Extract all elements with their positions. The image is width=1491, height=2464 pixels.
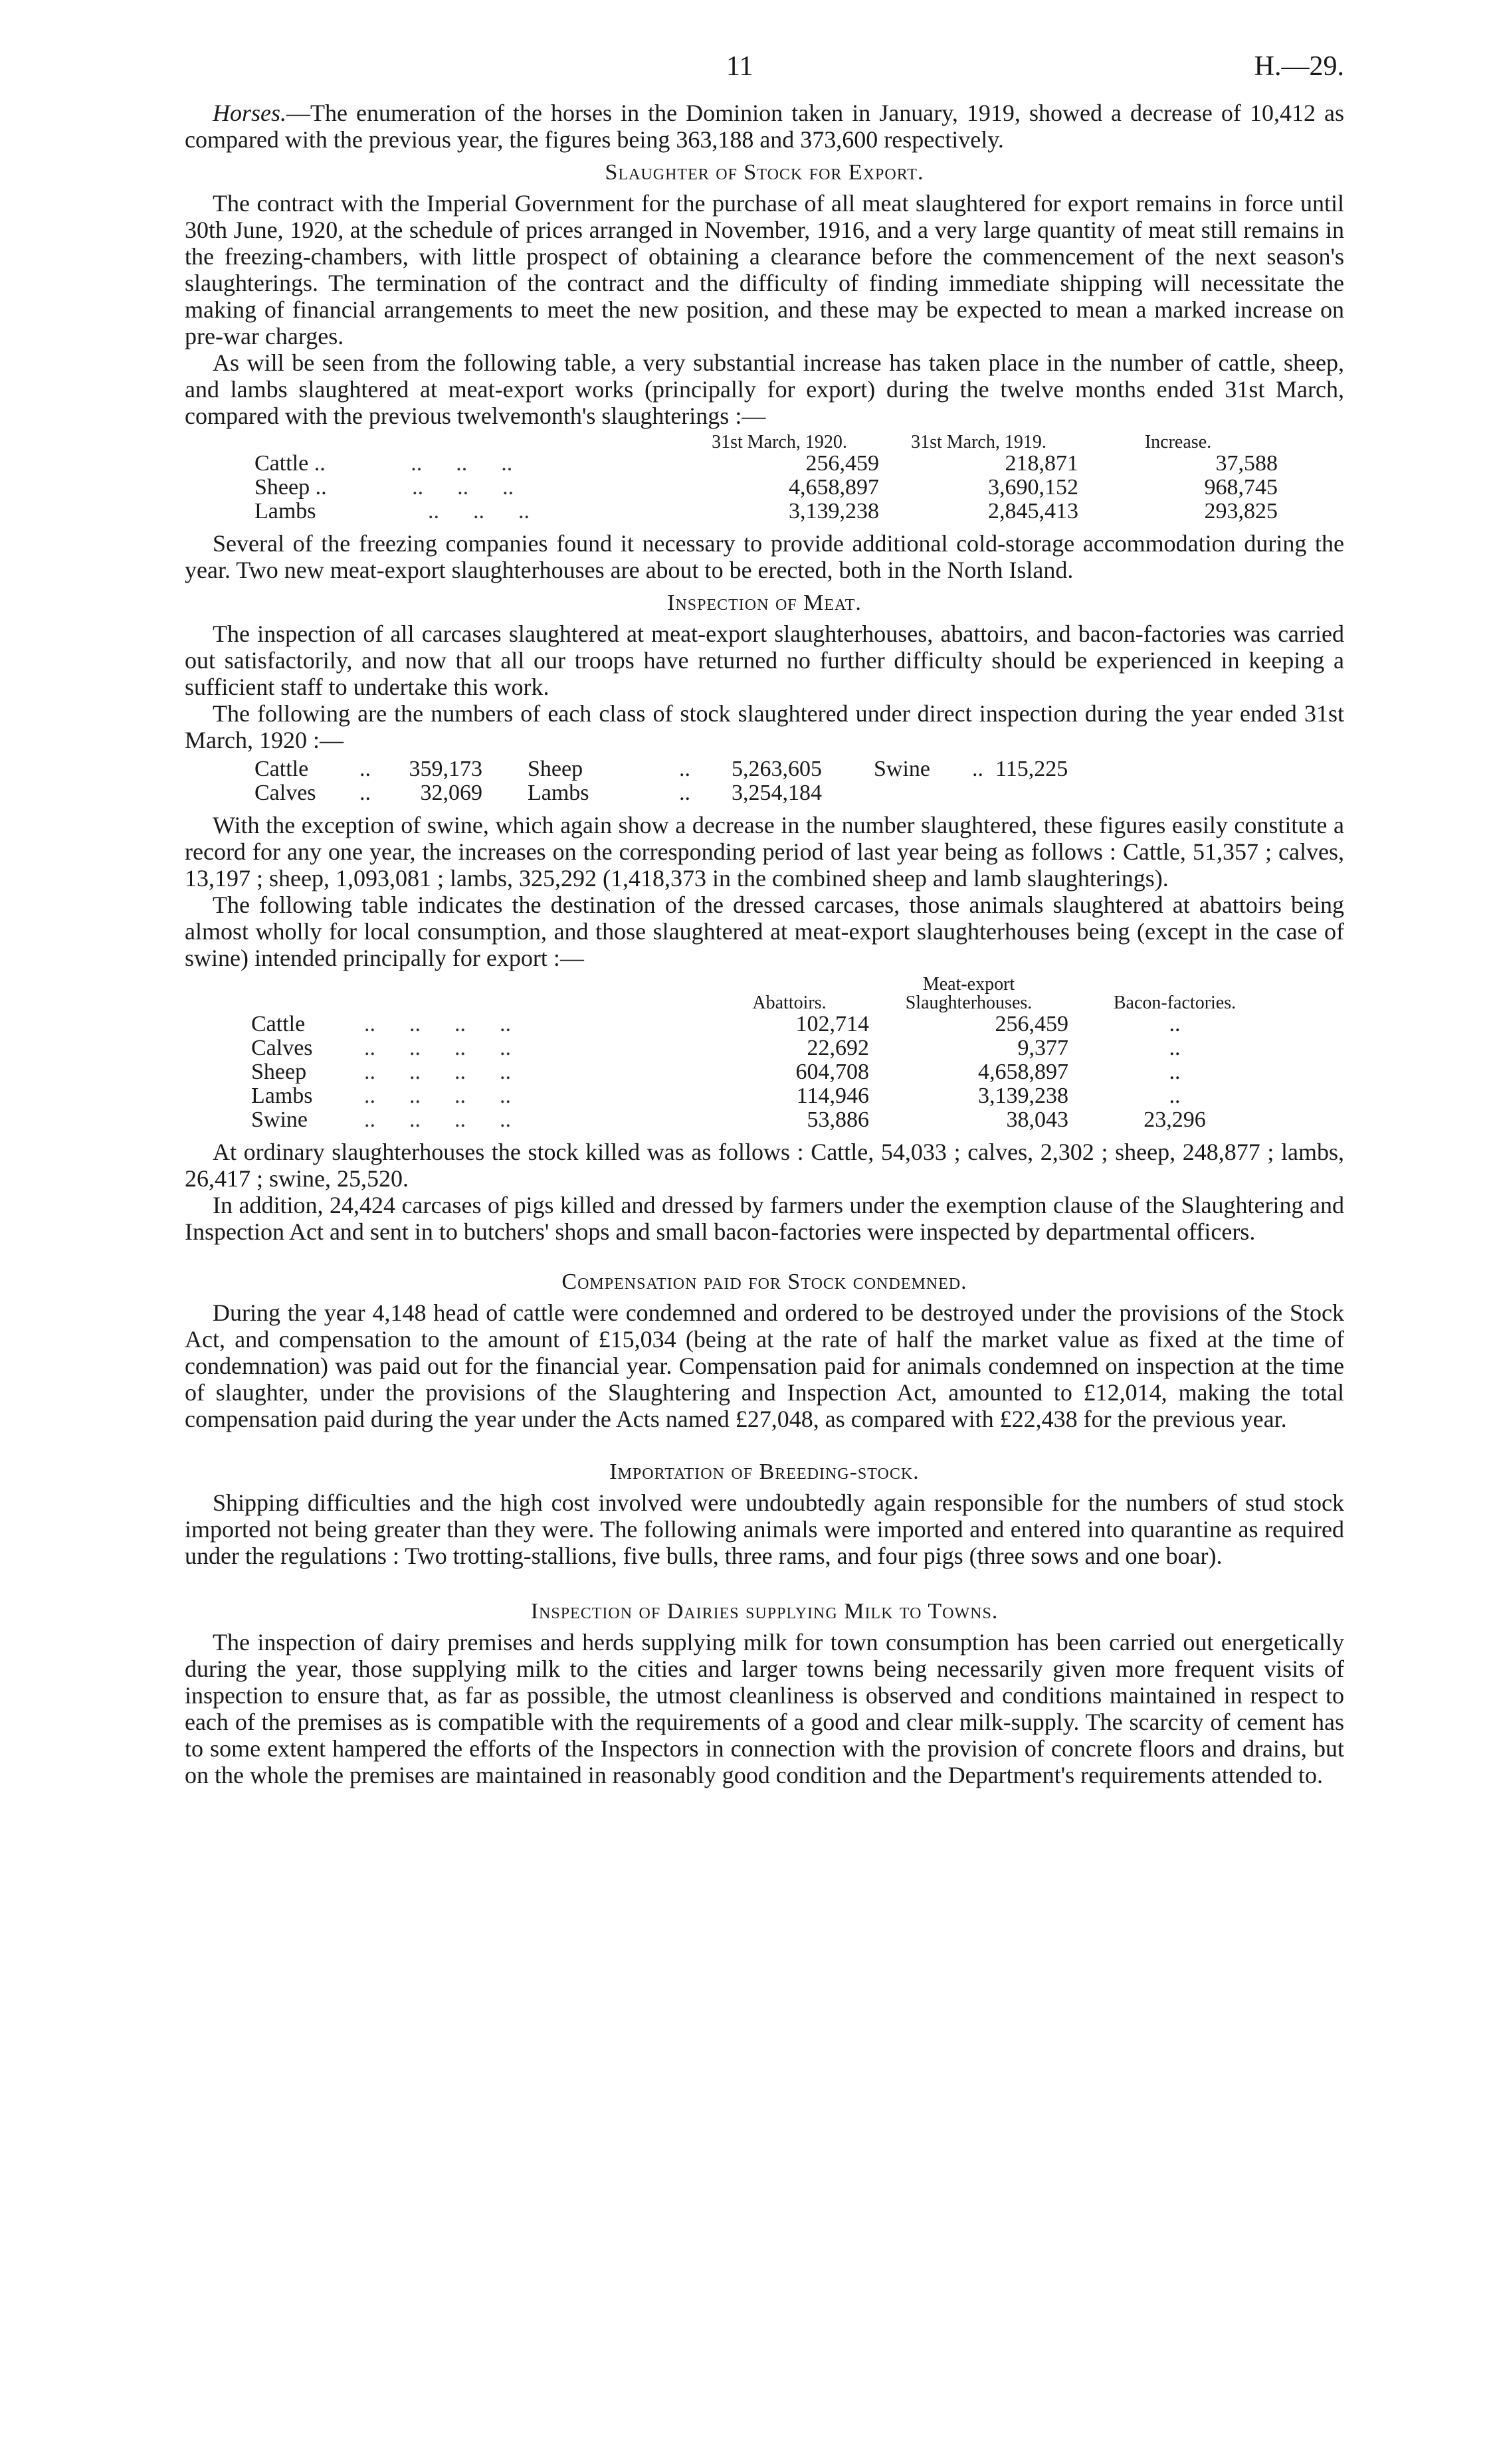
cell: .. xyxy=(1169,1012,1181,1036)
horses-lead: Horses. xyxy=(213,100,287,126)
cell: 53,886 xyxy=(807,1107,869,1132)
table-row xyxy=(251,1084,1281,1108)
table-row xyxy=(251,1012,1281,1036)
leader-dots: .. xyxy=(972,757,983,781)
row-label: Cattle xyxy=(251,1012,306,1036)
leader-dots: .. .. .. xyxy=(412,475,514,500)
table-row xyxy=(254,781,1080,805)
cell: 38,043 xyxy=(1006,1107,1068,1132)
dairies-p1: The inspection of dairy premises and herds supplying milk for town consumption has been carried out energetically during the year, those supplying milk to the cities and larger towns being necessarily given more frequent visits of inspection to ensure that, as far as possible, the utmost cleanliness is observed and conditions maintained in respect to each of the premises as is compatible with the requirements of a good and clear milk-supply. The scarcity of cement has to some extent hampered the efforts of the Inspectors in connection with the provision of concrete floors and drains, but on the whole the premises are maintained in reasonably good condition and the Department's requirements attended to. xyxy=(185,1629,1344,1788)
heading-compensation: Compensation paid for Stock condemned. xyxy=(561,1270,967,1294)
document-reference: H.—29. xyxy=(1254,51,1344,82)
row-label: Lambs xyxy=(254,499,316,523)
cell: 604,708 xyxy=(795,1060,869,1084)
row-label: Calves xyxy=(254,781,316,805)
leader-dots: .. .. .. .. xyxy=(364,1012,511,1036)
cell: 5,263,605 xyxy=(732,757,822,781)
table-row xyxy=(251,1036,1281,1060)
leader-dots: .. .. .. .. xyxy=(364,1084,511,1108)
horses-text: —The enumeration of the horses in the Dominion taken in January, 1919, showed a decrease of 10,412 as compared with the previous year, the figures being 363,188 and 373,600 respectively. xyxy=(185,100,1344,153)
leader-dots: .. xyxy=(679,781,690,805)
col-header: 31st March, 1920. xyxy=(712,432,847,452)
leader-dots: .. xyxy=(359,781,371,805)
slaughter-p3: Several of the freezing companies found it necessary to provide additional cold-storage accommodation during the year. Two new meat-export slaughterhouses are about to be erected, both in the North Island. xyxy=(185,530,1344,583)
importation-p1: Shipping difficulties and the high cost involved were undoubtedly again responsible for the numbers of stud stock imported not being greater than they were. The following animals were imported and entered into quarantine as required under the regulations : Two trotting-stallions, five bulls, three rams, and four pigs (three sows and one boar). xyxy=(185,1489,1344,1569)
cell: 4,658,897 xyxy=(978,1060,1068,1084)
leader-dots: .. .. .. xyxy=(428,499,530,523)
cell: 3,139,238 xyxy=(789,499,879,523)
col-header: Increase. xyxy=(1144,432,1212,452)
cell: 256,459 xyxy=(805,451,879,476)
table-row xyxy=(254,500,1278,523)
heading-importation: Importation of Breeding-stock. xyxy=(609,1460,920,1484)
inspection-p1: The inspection of all carcases slaughtered at meat-export slaughterhouses, abattoirs, and bacon-factories was carried out satisfactorily, and now that all our troops have returned no further difficulty should be experienced in keeping a sufficient staff to undertake this work. xyxy=(185,620,1344,700)
cell: 3,690,152 xyxy=(988,475,1078,500)
row-label: Calves xyxy=(251,1036,313,1060)
col-header: Bacon-factories. xyxy=(1113,993,1237,1013)
cell: 293,825 xyxy=(1204,499,1278,523)
destination-table xyxy=(251,975,1281,1132)
inspection-p6: In addition, 24,424 carcases of pigs killed and dressed by farmers under the exemption clause of the Slaughtering and Inspection Act and sent in to butchers' shops and small bacon-factories were inspected by departmental officers. xyxy=(185,1192,1344,1245)
page-header xyxy=(185,47,1344,100)
inspection-p5: At ordinary slaughterhouses the stock killed was as follows : Cattle, 54,033 ; calves, 2,302 ; sheep, 248,877 ; lambs, 26,417 ; swine, 25,520. xyxy=(185,1139,1344,1192)
page-number: 11 xyxy=(726,51,753,82)
heading-inspection: Inspection of Meat. xyxy=(667,591,862,615)
document-page xyxy=(185,47,1344,1788)
table-row xyxy=(254,757,1080,781)
col-header: 31st March, 1919. xyxy=(911,432,1046,452)
slaughter-p1: The contract with the Imperial Government for the purchase of all meat slaughtered for export remains in force until 30th June, 1920, at the schedule of prices arranged in November, 1916, and a very large quantity of meat still remains in the freezing-chambers, with little prospect of obtaining a clearance before the commencement of the next season's slaughterings. The termination of the contract and the difficulty of finding immediate shipping will necessitate the making of financial arrangements to meet the new position, and these may be expected to mean a marked increase on pre-war charges. xyxy=(185,190,1344,349)
row-label: Sheep .. xyxy=(254,475,327,500)
inspection-summary-table xyxy=(254,757,1080,805)
row-label: Swine xyxy=(874,757,930,781)
cell: 9,377 xyxy=(1017,1036,1068,1060)
heading-dairies: Inspection of Dairies supplying Milk to Towns. xyxy=(530,1599,999,1624)
compensation-p1: During the year 4,148 head of cattle were condemned and ordered to be destroyed under the provisions of the Stock Act, and compensation to the amount of £15,034 (being at the rate of half the market value as fixed at the time of condemnation) was paid out for the financial year. Compensation paid for animals condemned on inspection at the time of slaughter, under the provisions of the Slaughtering and Inspection Act, amounted to £12,014, making the total compensation paid during the year under the Acts named £27,048, as compared with £22,438 for the previous year. xyxy=(185,1299,1344,1432)
table-row xyxy=(254,476,1278,500)
row-label: Swine xyxy=(251,1107,308,1132)
cell: 32,069 xyxy=(420,781,482,805)
row-label: Cattle .. xyxy=(254,451,326,476)
cell: 218,871 xyxy=(1005,451,1078,476)
cell: .. xyxy=(1169,1084,1181,1108)
inspection-p4: The following table indicates the destination of the dressed carcases, those animals slaughtered at abattoirs being almost wholly for local consumption, and those slaughtered at meat-export slaughterhouses being (except in the case of swine) intended principally for export :— xyxy=(185,892,1344,971)
row-label: Sheep xyxy=(251,1060,307,1084)
table-row xyxy=(251,1060,1281,1084)
inspection-p2: The following are the numbers of each class of stock slaughtered under direct inspection during the year ended 31st March, 1920 :— xyxy=(185,700,1344,753)
cell: 4,658,897 xyxy=(789,475,879,500)
slaughter-p2: As will be seen from the following table, a very substantial increase has taken place in the number of cattle, sheep, and lambs slaughtered at meat-export works (principally for export) during the twelve months ended 31st March, compared with the previous twelvemonth's slaughterings :— xyxy=(185,349,1344,429)
horses-paragraph xyxy=(185,100,1344,153)
leader-dots: .. xyxy=(679,757,690,781)
table-row xyxy=(251,1108,1281,1132)
cell: 114,946 xyxy=(796,1084,869,1108)
row-label: Lambs xyxy=(251,1084,313,1108)
table-row xyxy=(254,452,1278,476)
row-label: Sheep xyxy=(528,757,583,781)
inspection-p3: With the exception of swine, which again show a decrease in the number slaughtered, these figures easily constitute a record for any one year, the increases on the corresponding period of last year being as follows : Cattle, 51,357 ; calves, 13,197 ; sheep, 1,093,081 ; lambs, 325,292 (1,418,373 in the combined sheep and lamb slaughterings). xyxy=(185,812,1344,892)
cell: 968,745 xyxy=(1204,475,1278,500)
cell: 256,459 xyxy=(995,1012,1068,1036)
heading-slaughter: Slaughter of Stock for Export. xyxy=(605,160,924,185)
col-header: Meat-export Slaughterhouses. xyxy=(905,974,1033,1013)
cell: 22,692 xyxy=(807,1036,869,1060)
leader-dots: .. .. .. .. xyxy=(364,1060,511,1084)
cell: 37,588 xyxy=(1215,451,1278,476)
cell: 359,173 xyxy=(409,757,482,781)
cell: .. xyxy=(1169,1036,1181,1060)
cell: .. xyxy=(1169,1060,1181,1084)
leader-dots: .. .. .. .. xyxy=(364,1036,511,1060)
cell: 23,296 xyxy=(1143,1107,1206,1132)
cell: 3,139,238 xyxy=(978,1084,1068,1108)
cell: 3,254,184 xyxy=(732,781,822,805)
row-label: Cattle xyxy=(254,757,309,781)
leader-dots: .. .. .. xyxy=(411,451,513,476)
slaughter-table xyxy=(254,433,1278,523)
row-label: Lambs xyxy=(528,781,589,805)
col-header: Abattoirs. xyxy=(752,993,827,1013)
cell: 2,845,413 xyxy=(988,499,1078,523)
cell: 102,714 xyxy=(795,1012,869,1036)
cell: 115,225 xyxy=(995,757,1068,781)
leader-dots: .. .. .. .. xyxy=(364,1107,511,1132)
leader-dots: .. xyxy=(359,757,371,781)
